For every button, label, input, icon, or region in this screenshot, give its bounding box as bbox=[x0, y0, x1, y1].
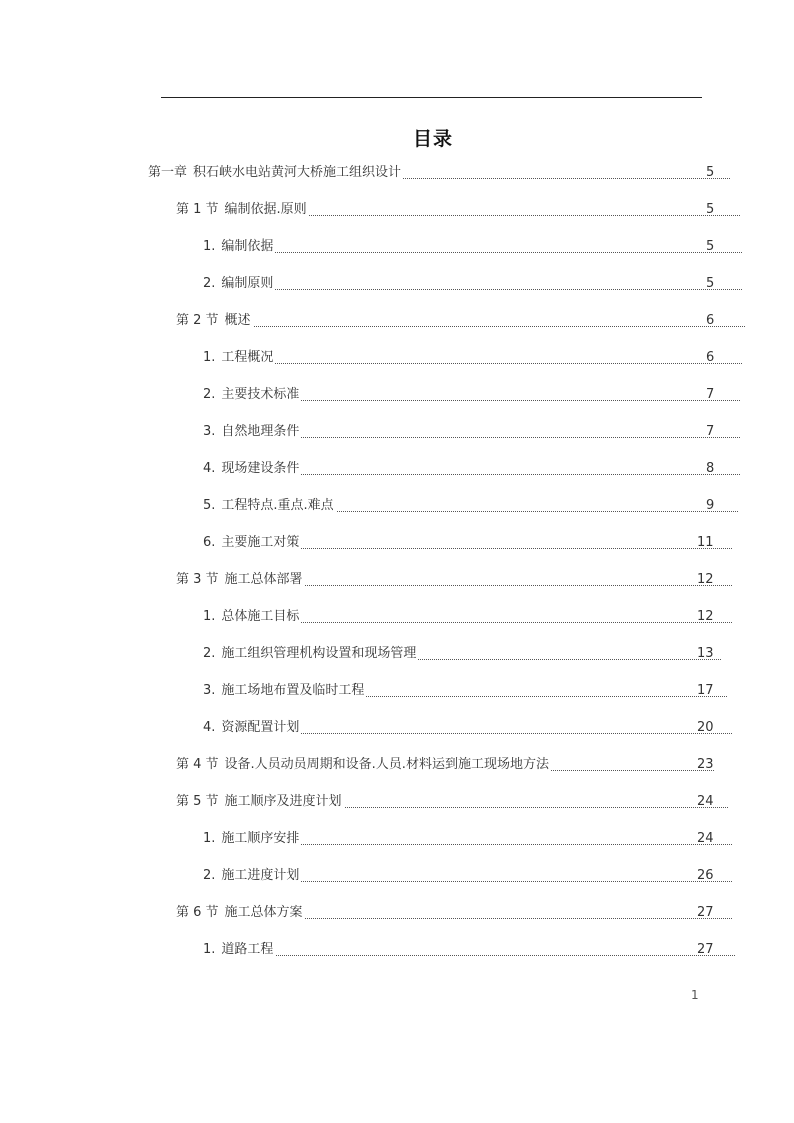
dot-leader bbox=[203, 289, 742, 290]
toc-entry-label: 第一章 bbox=[148, 165, 188, 180]
toc-entry-label: 第 2 节 bbox=[176, 313, 219, 328]
toc-entry-page: 27 bbox=[697, 905, 714, 920]
toc-entry-item[interactable] bbox=[203, 348, 742, 368]
toc-entry-page: 23 bbox=[697, 757, 714, 772]
toc-entry-page: 11 bbox=[697, 535, 714, 550]
toc-entry-label: 1. bbox=[203, 350, 216, 365]
toc-entry-text: 施工总体部署 bbox=[224, 572, 303, 587]
dot-leader bbox=[203, 363, 742, 364]
toc-entry-label: 第 1 节 bbox=[176, 202, 219, 217]
page-title: 目录 bbox=[412, 128, 453, 150]
dot-leader bbox=[176, 326, 745, 327]
toc-entry-text: 道路工程 bbox=[221, 942, 274, 957]
toc-entry-page: 24 bbox=[697, 794, 714, 809]
toc-entry-page: 7 bbox=[706, 424, 715, 439]
toc-entry-item[interactable] bbox=[203, 644, 721, 664]
toc-entry-page: 5 bbox=[706, 276, 715, 291]
toc-entry-item[interactable] bbox=[203, 459, 740, 479]
toc-entry-item[interactable] bbox=[203, 829, 732, 849]
toc-entry-item[interactable] bbox=[203, 940, 735, 960]
toc-entry-text: 现场建设条件 bbox=[221, 461, 300, 476]
toc-entry-page: 8 bbox=[706, 461, 715, 476]
toc-entry-label: 1. bbox=[203, 239, 216, 254]
toc-entry-label: 1. bbox=[203, 831, 216, 846]
toc-entry-chapter-1[interactable] bbox=[148, 163, 730, 183]
toc-entry-page: 6 bbox=[706, 313, 715, 328]
toc-entry-label: 第 4 节 bbox=[176, 757, 219, 772]
toc-entry-text: 工程特点.重点.难点 bbox=[221, 498, 334, 513]
toc-entry-item[interactable] bbox=[203, 607, 732, 627]
toc-entry-page: 12 bbox=[697, 572, 714, 587]
toc-entry-text: 编制依据 bbox=[221, 239, 274, 254]
page-number: 1 bbox=[691, 988, 699, 1002]
toc-entry-text: 编制依据.原则 bbox=[224, 202, 307, 217]
toc-entry-label: 第 3 节 bbox=[176, 572, 219, 587]
toc-entry-item[interactable] bbox=[203, 718, 732, 738]
toc-entry-label: 2. bbox=[203, 868, 216, 883]
dot-leader bbox=[203, 955, 735, 956]
toc-entry-text: 工程概况 bbox=[221, 350, 274, 365]
toc-entry-page: 20 bbox=[697, 720, 714, 735]
toc-entry-text: 设备.人员动员周期和设备.人员.材料运到施工现场地方法 bbox=[224, 757, 549, 772]
toc-entry-text: 施工组织管理机构设置和现场管理 bbox=[221, 646, 417, 661]
toc-entry-page: 9 bbox=[706, 498, 715, 513]
toc-entry-section-4[interactable] bbox=[176, 755, 714, 775]
toc-entry-label: 6. bbox=[203, 535, 216, 550]
toc-entry-text: 资源配置计划 bbox=[221, 720, 300, 735]
toc-entry-item[interactable] bbox=[203, 237, 742, 257]
toc-entry-page: 26 bbox=[697, 868, 714, 883]
toc-entry-item[interactable] bbox=[203, 496, 738, 516]
toc-entry-section-6[interactable] bbox=[176, 903, 732, 923]
toc-entry-text: 自然地理条件 bbox=[221, 424, 300, 439]
toc-entry-page: 24 bbox=[697, 831, 714, 846]
toc-entry-item[interactable] bbox=[203, 866, 732, 886]
toc-entry-label: 2. bbox=[203, 276, 216, 291]
toc-entry-label: 3. bbox=[203, 683, 216, 698]
toc-entry-page: 17 bbox=[697, 683, 714, 698]
toc-entry-item[interactable] bbox=[203, 274, 742, 294]
toc-entry-page: 27 bbox=[697, 942, 714, 957]
toc-entry-section-3[interactable] bbox=[176, 570, 732, 590]
toc-entry-label: 5. bbox=[203, 498, 216, 513]
toc-entry-section-1[interactable] bbox=[176, 200, 740, 220]
toc-entry-text: 施工进度计划 bbox=[221, 868, 300, 883]
toc-entry-page: 5 bbox=[706, 165, 715, 180]
toc-entry-label: 4. bbox=[203, 720, 216, 735]
toc-entry-page: 5 bbox=[706, 239, 715, 254]
toc-entry-label: 2. bbox=[203, 646, 216, 661]
toc-entry-text: 施工场地布置及临时工程 bbox=[221, 683, 365, 698]
toc-entry-text: 施工总体方案 bbox=[224, 905, 303, 920]
toc-entry-label: 1. bbox=[203, 942, 216, 957]
toc-entry-item[interactable] bbox=[203, 533, 732, 553]
toc-entry-label: 第 5 节 bbox=[176, 794, 219, 809]
toc-entry-label: 2. bbox=[203, 387, 216, 402]
toc-entry-text: 编制原则 bbox=[221, 276, 274, 291]
toc-entry-page: 12 bbox=[697, 609, 714, 624]
toc-entry-item[interactable] bbox=[203, 681, 727, 701]
toc-entry-text: 主要技术标准 bbox=[221, 387, 300, 402]
toc-entry-page: 7 bbox=[706, 387, 715, 402]
toc-entry-text: 施工顺序及进度计划 bbox=[224, 794, 342, 809]
toc-entry-item[interactable] bbox=[203, 422, 740, 442]
toc-entry-section-2[interactable] bbox=[176, 311, 745, 331]
toc-entry-text: 积石峡水电站黄河大桥施工组织设计 bbox=[193, 165, 402, 180]
toc-entry-text: 施工顺序安排 bbox=[221, 831, 300, 846]
dot-leader bbox=[203, 252, 742, 253]
toc-entry-text: 总体施工目标 bbox=[221, 609, 300, 624]
toc-entry-label: 第 6 节 bbox=[176, 905, 219, 920]
toc-entry-page: 13 bbox=[697, 646, 714, 661]
toc-entry-section-5[interactable] bbox=[176, 792, 728, 812]
toc-entry-label: 3. bbox=[203, 424, 216, 439]
toc-entry-page: 5 bbox=[706, 202, 715, 217]
toc-entry-label: 1. bbox=[203, 609, 216, 624]
toc-entry-label: 4. bbox=[203, 461, 216, 476]
toc-entry-page: 6 bbox=[706, 350, 715, 365]
toc-entry-item[interactable] bbox=[203, 385, 740, 405]
toc-entry-text: 概述 bbox=[224, 313, 251, 328]
toc-entry-text: 主要施工对策 bbox=[221, 535, 300, 550]
